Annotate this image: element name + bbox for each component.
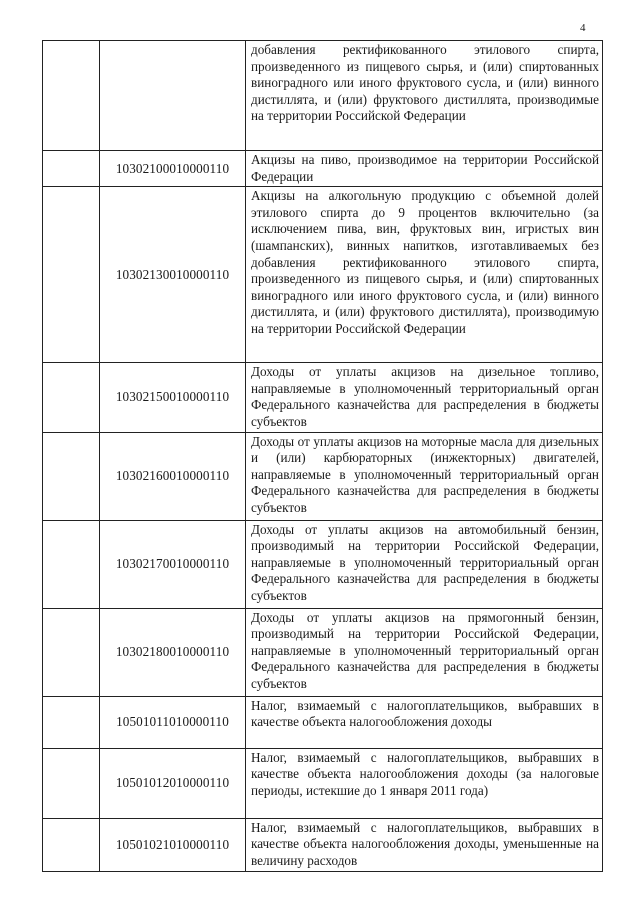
- code-cell: 10302100010000110: [100, 151, 246, 187]
- code-cell: [100, 41, 246, 151]
- code-cell: 10501012010000110: [100, 748, 246, 818]
- page-number: 4: [580, 22, 586, 34]
- code-cell: 10501021010000110: [100, 818, 246, 871]
- table-row: [43, 748, 603, 818]
- code-cell: 10302150010000110: [100, 363, 246, 432]
- code-cell: 10501011010000110: [100, 696, 246, 748]
- table-row: [43, 432, 603, 520]
- empty-cell: [43, 748, 100, 818]
- description-cell: добавления ректификованного этилового спирта, произведенного из пищевого сырья, и (или) спиртованных виноградного или иного фруктового сусла, и (или) винного дистиллята, и (или) фруктового дистиллята, производимые на территории Российской Федерации: [246, 41, 603, 151]
- table-row: [43, 818, 603, 871]
- code-cell: 10302130010000110: [100, 187, 246, 363]
- table-row: [43, 41, 603, 151]
- empty-cell: [43, 696, 100, 748]
- description-cell: Доходы от уплаты акцизов на дизельное топливо, направляемые в уполномоченный территориальный орган Федерального казначейства для распределения в бюджеты субъектов: [246, 363, 603, 432]
- description-cell: Налог, взимаемый с налогоплательщиков, выбравших в качестве объекта налогообложения доходы (за налоговые периоды, истекшие до 1 января 2011 года): [246, 748, 603, 818]
- empty-cell: [43, 363, 100, 432]
- description-cell: Доходы от уплаты акцизов на автомобильный бензин, производимый на территории Российской Федерации, направляемые в уполномоченный территориальный орган Федерального казначейства для распределения в бюджеты субъектов: [246, 520, 603, 608]
- empty-cell: [43, 41, 100, 151]
- table-row: [43, 608, 603, 696]
- description-cell: Налог, взимаемый с налогоплательщиков, выбравших в качестве объекта налогообложения доходы, уменьшенные на величину расходов: [246, 818, 603, 871]
- table-row: [43, 187, 603, 363]
- description-cell: Доходы от уплаты акцизов на прямогонный бензин, производимый на территории Российской Федерации, направляемые в уполномоченный территориальный орган Федерального казначейства для распределения в бюджеты субъектов: [246, 608, 603, 696]
- code-cell: 10302170010000110: [100, 520, 246, 608]
- table-row: [43, 696, 603, 748]
- empty-cell: [43, 187, 100, 363]
- description-cell: Доходы от уплаты акцизов на моторные масла для дизельных и (или) карбюраторных (инжекторных) двигателей, направляемые в уполномоченный территориальный орган Федерального казначейства для распределения в бюджеты субъектов: [246, 432, 603, 520]
- empty-cell: [43, 608, 100, 696]
- description-cell: Акцизы на пиво, производимое на территории Российской Федерации: [246, 151, 603, 187]
- empty-cell: [43, 818, 100, 871]
- table-row: [43, 363, 603, 432]
- empty-cell: [43, 151, 100, 187]
- table-row: [43, 151, 603, 187]
- revenue-codes-table: [42, 40, 603, 872]
- description-cell: Акцизы на алкогольную продукцию с объемной долей этилового спирта до 9 процентов включительно (за исключением пива, вин, фруктовых вин, игристых вин (шампанских), винных напитков, изготавливаемых без добавления ректификованного этилового спирта, произведенного из пищевого сырья, и (или) спиртованных виноградного или иного фруктового сусла, и (или) винного дистиллята, и (или) фруктового дистиллята), производимую на территории Российской Федерации: [246, 187, 603, 363]
- empty-cell: [43, 520, 100, 608]
- empty-cell: [43, 432, 100, 520]
- code-cell: 10302180010000110: [100, 608, 246, 696]
- description-cell: Налог, взимаемый с налогоплательщиков, выбравших в качестве объекта налогообложения доходы: [246, 696, 603, 748]
- code-cell: 10302160010000110: [100, 432, 246, 520]
- table-row: [43, 520, 603, 608]
